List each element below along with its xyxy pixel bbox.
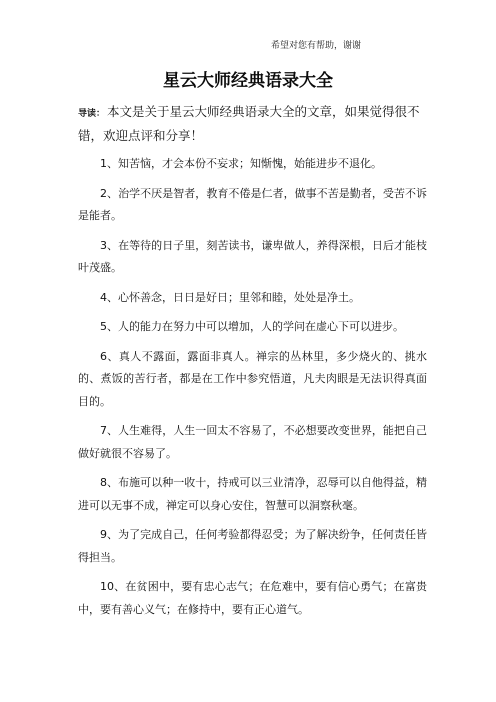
intro-label: 导读： xyxy=(78,109,106,119)
quote-paragraph-1: 1、知苦恼，才会本份不妄求；知惭愧，始能进步不退化。 xyxy=(100,157,382,170)
quote-paragraph-6: 6、真人不露面，露面非真人。禅宗的丛林里，多少烧火的、挑水的、煮饭的苦行者，都是在工作中参究悟道，凡夫肉眼是无法识得真面目的。 xyxy=(78,349,427,408)
intro-text: 本文是关于星云大师经典语录大全的文章，如果觉得很不错，欢迎点评和分享！ xyxy=(78,104,420,143)
intro-paragraph xyxy=(78,101,427,147)
quote-paragraph-9: 9、为了完成自己，任何考验都得忍受；为了解决纷争，任何责任皆得担当。 xyxy=(78,528,427,564)
document-body xyxy=(78,101,427,628)
quote-paragraph-10: 10、在贫困中，要有忠心志气；在危难中，要有信心勇气；在富贵中，要有善心义气；在修持中，要有正心道气。 xyxy=(78,580,427,616)
quote-paragraph-4: 4、心怀善念，日日是好日；里邻和睦，处处是净土。 xyxy=(100,290,360,304)
quote-paragraph-7: 7、人生难得，人生一回太不容易了，不必想要改变世界，能把自己做好就很不容易了。 xyxy=(78,424,427,460)
header-note: 希望对您有帮助，谢谢 xyxy=(270,41,361,51)
quote-paragraph-8: 8、布施可以种一收十，持戒可以三业清净，忍辱可以自他得益，精进可以无事不成，禅定可以身心安住，智慧可以洞察秋毫。 xyxy=(78,476,427,512)
quote-paragraph-2: 2、治学不厌是智者，教育不倦是仁者，做事不苦是勤者，受苦不诉是能者。 xyxy=(78,186,427,222)
quote-paragraph-5: 5、人的能力在努力中可以增加，人的学问在虚心下可以进步。 xyxy=(100,320,404,333)
quote-paragraph-3: 3、在等待的日子里，刻苦读书，谦卑做人，养得深根，日后才能枝叶茂盛。 xyxy=(78,238,427,274)
document-title: 星云大师经典语录大全 xyxy=(163,71,333,91)
